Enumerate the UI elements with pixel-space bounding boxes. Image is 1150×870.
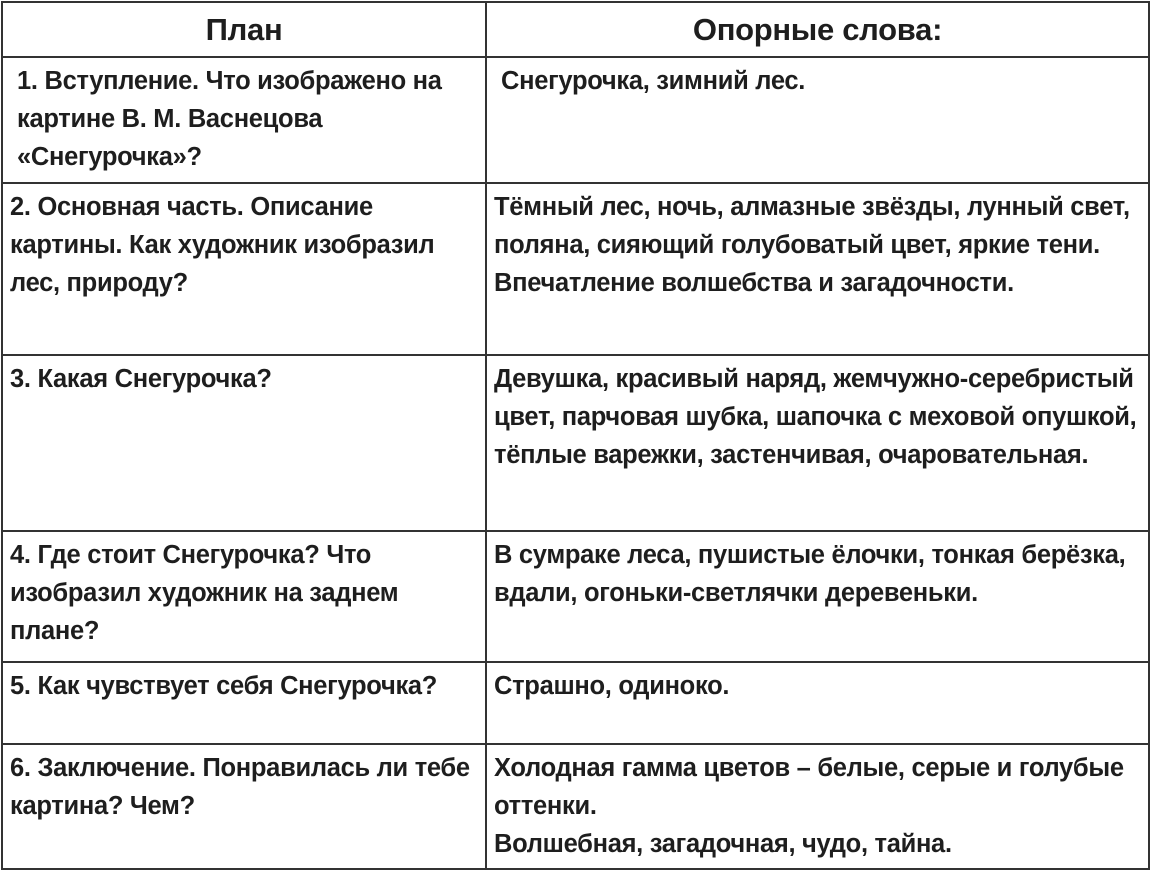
plan-cell xyxy=(2,531,486,662)
table-header-row xyxy=(2,2,1149,57)
plan-cell xyxy=(2,183,486,355)
keywords-cell xyxy=(486,662,1149,744)
keywords-text: Тёмный лес, ночь, алмазные звёзды, лунный свет, поляна, сияющий голубоватый цвет, яркие тени. Впечатление волшебства и загадочности. xyxy=(494,193,1130,297)
table-row xyxy=(2,662,1149,744)
plan-cell xyxy=(2,662,486,744)
keywords-text: В сумраке леса, пушистые ёлочки, тонкая берёзка, вдали, огоньки-светлячки деревеньки. xyxy=(494,541,1126,607)
keywords-cell xyxy=(486,744,1149,869)
header-plan: План xyxy=(2,2,486,57)
plan-text: 4. Где стоит Снегурочка? Что изобразил художник на заднем плане? xyxy=(10,541,399,645)
document-page xyxy=(1,1,1148,861)
plan-table xyxy=(1,1,1150,870)
keywords-cell xyxy=(486,183,1149,355)
plan-cell xyxy=(2,744,486,869)
table-row xyxy=(2,57,1149,183)
plan-text: 2. Основная часть. Описание картины. Как художник изобразил лес, природу? xyxy=(10,193,435,297)
plan-text: 6. Заключение. Понравилась ли тебе картина? Чем? xyxy=(10,754,470,820)
keywords-text: Страшно, одиноко. xyxy=(494,672,730,700)
plan-text: 3. Какая Снегурочка? xyxy=(10,365,272,393)
keywords-text-line-1: Холодная гамма цветов – белые, серые и голубые оттенки. xyxy=(494,754,1124,820)
keywords-cell xyxy=(486,57,1149,183)
table-row xyxy=(2,183,1149,355)
keywords-text-line-2: Волшебная, загадочная, чудо, тайна. xyxy=(494,830,952,858)
header-keywords: Опорные слова: xyxy=(486,2,1149,57)
keywords-cell xyxy=(486,355,1149,531)
table-row xyxy=(2,531,1149,662)
keywords-cell xyxy=(486,531,1149,662)
keywords-text: Девушка, красивый наряд, жемчужно-серебристый цвет, парчовая шубка, шапочка с меховой опушкой, тёплые варежки, застенчивая, очаровательная. xyxy=(494,365,1137,469)
plan-text: 1. Вступление. Что изображено на картине В. М. Васнецова «Снегурочка»? xyxy=(17,67,442,171)
table-row xyxy=(2,744,1149,869)
plan-cell xyxy=(2,57,486,183)
table-row xyxy=(2,355,1149,531)
keywords-text: Снегурочка, зимний лес. xyxy=(501,67,806,95)
plan-text: 5. Как чувствует себя Снегурочка? xyxy=(10,672,438,700)
plan-cell xyxy=(2,355,486,531)
